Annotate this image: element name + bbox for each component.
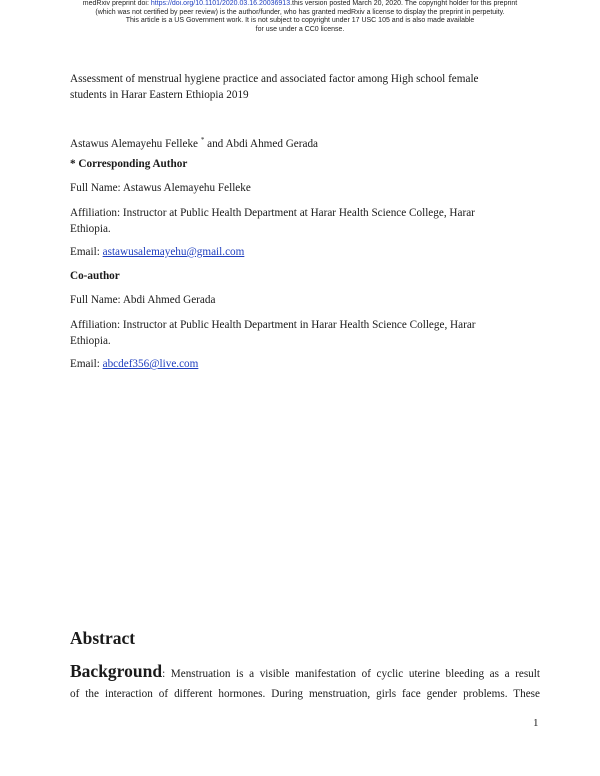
corresponding-email-line: Email: astawusalemayehu@gmail.com xyxy=(70,246,245,258)
doi-link[interactable]: https://doi.org/10.1101/2020.03.16.20036913 xyxy=(150,0,291,7)
corresponding-author-heading: * Corresponding Author xyxy=(70,158,188,170)
coauthor-email-link[interactable]: abcdef356@live.com xyxy=(102,358,199,370)
coauthor-heading: Co-author xyxy=(70,270,120,282)
header-line-3: This article is a US Government work. It is not subject to copyright under 17 USC 105 and is also made available xyxy=(125,17,475,25)
title-line-2: students in Harar Eastern Ethiopia 2019 xyxy=(70,89,249,101)
background-label: Background xyxy=(70,661,163,681)
background-paragraph xyxy=(70,661,540,704)
coauthor-affiliation: Affiliation: Instructor at Public Health Department in Harar Health Science College, Harar Ethiopia. xyxy=(70,319,476,347)
first-author: Astawus Alemayehu Felleke xyxy=(70,138,199,150)
corresponding-full-name: Full Name: Astawus Alemayehu Felleke xyxy=(70,182,251,194)
author-line xyxy=(70,132,540,152)
header-line-1: medRxiv preprint doi: https://doi.org/10.1101/2020.03.16.20036913.this version posted March 20, 2020. The copyright holder for this preprint xyxy=(82,0,518,7)
coauthor-email-line: Email: abcdef356@live.com xyxy=(70,358,199,370)
header-line-2: (which was not certified by peer review) is the author/funder, who has granted medRxiv a license to display the preprint in perpetuity. xyxy=(95,8,505,16)
preprint-header xyxy=(0,0,600,34)
coauthor-full-name: Full Name: Abdi Ahmed Gerada xyxy=(70,294,216,306)
header-line-4: for use under a CC0 license. xyxy=(255,25,345,33)
paper-title xyxy=(70,71,520,103)
page-number: 1 xyxy=(533,717,539,729)
title-line-1: Assessment of menstrual hygiene practice and associated factor among High school female xyxy=(70,73,479,85)
background-line-2: of the interaction of different hormones. During menstruation, girls face gender problems. These xyxy=(70,688,540,700)
second-author: and Abdi Ahmed Gerada xyxy=(207,138,319,150)
corresponding-email-link[interactable]: astawusalemayehu@gmail.com xyxy=(102,246,245,258)
corresponding-marker: * xyxy=(200,136,205,144)
corresponding-affiliation: Affiliation: Instructor at Public Health Department at Harar Health Science College, Harar Ethiopia. xyxy=(70,207,475,235)
background-line-1: Background: Menstruation is a visible manifestation of cyclic uterine bleeding as a result xyxy=(70,661,540,681)
abstract-heading: Abstract xyxy=(70,628,136,648)
